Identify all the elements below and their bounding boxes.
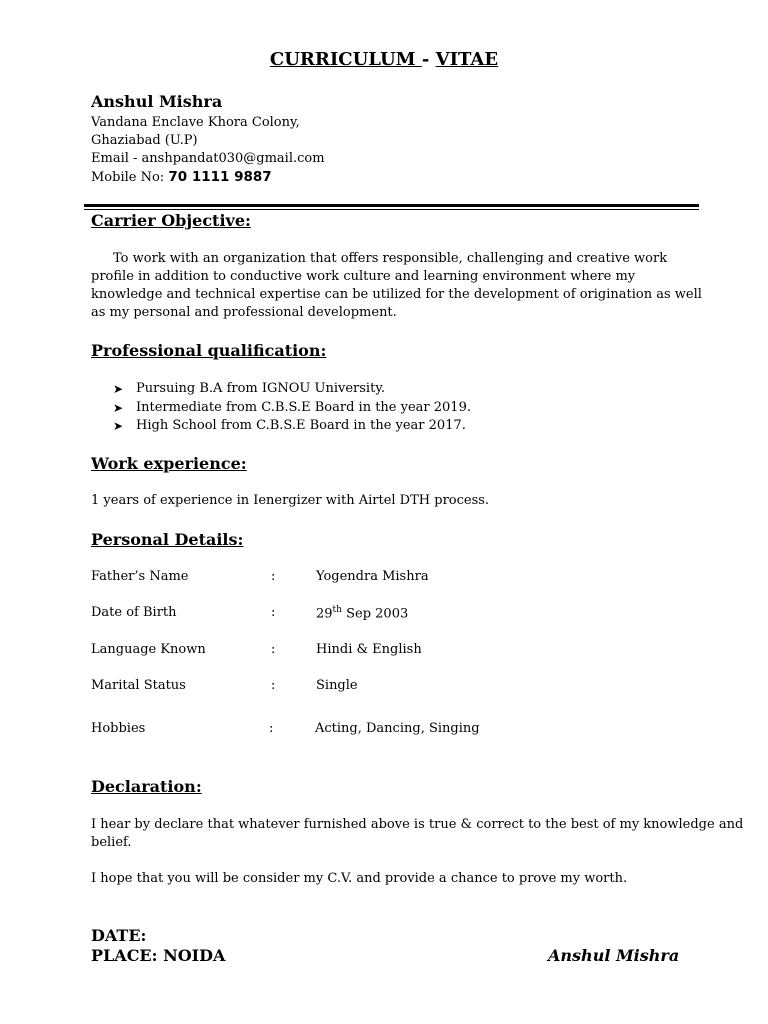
objective-heading: Carrier Objective: [91,211,251,230]
email-address: anshpandat030@gmail.com [141,151,325,166]
dob-value: 29th Sep 2003 [316,605,409,622]
arrow-bullet-icon: ➤ [113,419,124,433]
objective-line-3: knowledge and technical expertise can be utilized for the development of origination as well [91,287,702,302]
hobbies-value: Acting, Dancing, Singing [315,721,480,736]
experience-heading: Work experience: [91,454,247,473]
document-title [0,49,768,70]
declaration-line-2: belief. [91,835,132,850]
mobile-row [91,169,272,185]
declaration-line-3: I hope that you will be consider my C.V. and provide a chance to prove my worth. [91,871,628,886]
address-line-1: Vandana Enclave Khora Colony, [91,115,300,130]
title-curriculum: CURRICULUM [269,49,422,70]
marital-status-value: Single [316,678,358,693]
colon-separator: : [271,569,276,584]
qualification-heading: Professional qualification: [91,341,327,360]
fathers-name-value: Yogendra Mishra [316,569,429,584]
colon-separator: : [271,642,276,657]
hobbies-label: Hobbies [91,721,146,736]
declaration-line-1: I hear by declare that whatever furnished above is true & correct to the best of my knowledge and [91,817,744,832]
colon-separator: : [271,605,276,620]
qualification-list [113,380,471,436]
colon-separator: : [269,721,274,736]
marital-status-label: Marital Status [91,678,186,693]
colon-separator: : [271,678,276,693]
language-value: Hindi & English [316,642,422,657]
divider-thin [84,209,699,210]
place-label: PLACE: NOIDA [91,946,226,965]
mobile-label: Mobile No: [91,170,169,185]
email-label: Email - [91,151,142,166]
language-label: Language Known [91,642,206,657]
arrow-bullet-icon: ➤ [113,400,124,415]
email-row [91,151,325,166]
declaration-heading: Declaration: [91,777,202,796]
objective-line-2: profile in addition to conductive work culture and learning environment where my [91,269,636,284]
divider-thick [84,204,699,207]
list-item: ➤ Intermediate from C.B.S.E Board in the year 2019. [113,399,471,418]
experience-text: 1 years of experience in Ienergizer with Airtel DTH process. [91,493,490,508]
dob-label: Date of Birth [91,605,177,620]
list-item: ➤ High School from C.B.S.E Board in the year 2017. [113,417,471,436]
objective-line-4: as my personal and professional development. [91,305,397,320]
personal-heading: Personal Details: [91,530,244,549]
address-line-2: Ghaziabad (U.P) [91,133,198,148]
list-item: ➤ Pursuing B.A from IGNOU University. [113,380,471,399]
date-label: DATE: [91,926,147,945]
candidate-name: Anshul Mishra [91,92,223,111]
mobile-number: 70 1111 9887 [168,169,272,185]
arrow-bullet-icon: ➤ [113,382,124,396]
title-vitae: VITAE [435,49,499,70]
signature-name: Anshul Mishra [548,946,680,965]
objective-line-1: To work with an organization that offers responsible, challenging and creative work [113,251,668,266]
fathers-name-label: Father’s Name [91,569,189,584]
title-dash: - [421,49,436,70]
